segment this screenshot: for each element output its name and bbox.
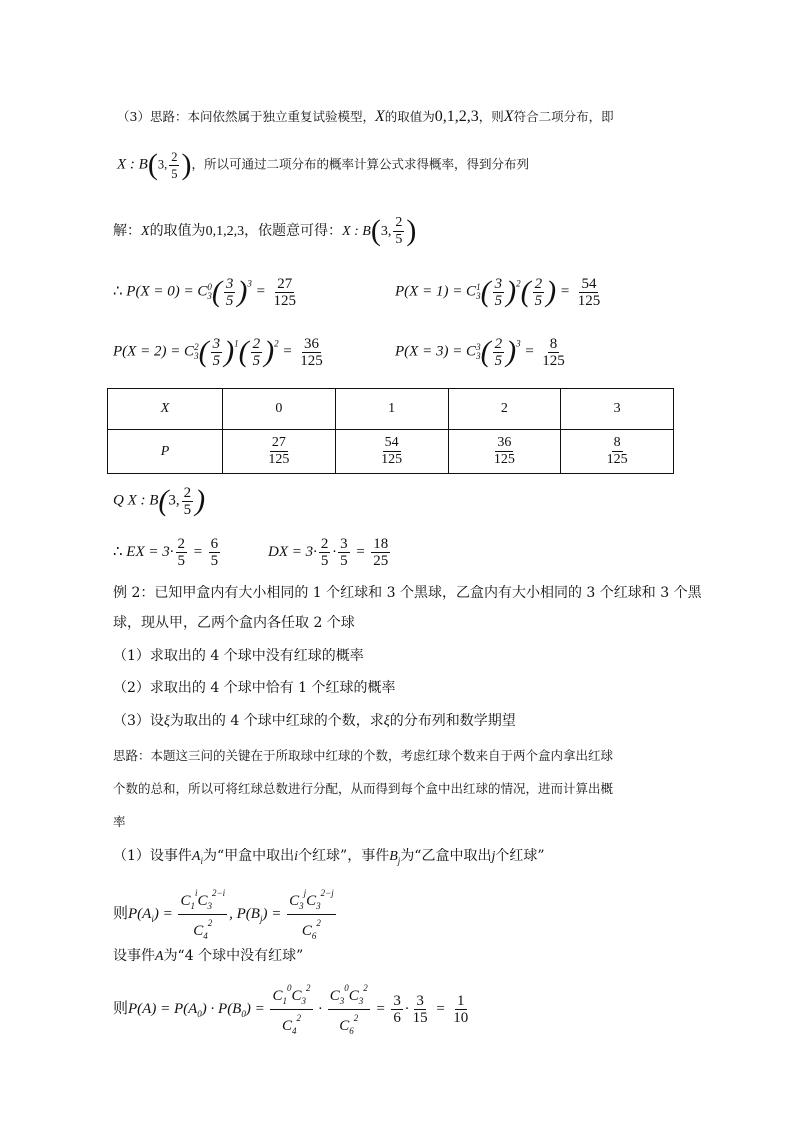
s3-tail2: 符合二项分布，即 <box>513 109 614 124</box>
table-cell: X <box>108 389 223 430</box>
events-line: （1）设事件$A_i$为“甲盒中取出i个红球”，事件$B_j$为“乙盒中取出j个红球” <box>113 848 545 866</box>
think-line1: 思路：本题这三问的关键在于所取球中红球的个数，考虑红球个数来自于两个盒内拿出红球 <box>113 748 614 763</box>
formula-p1: P(X = 1) = C 1 3 ( $\frac{3}{5}$ )$^2$( $\frac{2}{5}$ ) = $\frac{54}{125}$ <box>395 275 601 309</box>
table-header-row <box>108 389 674 430</box>
example2-q2: （2）求取出的 4 个球中恰有 1 个红球的概率 <box>113 680 396 696</box>
table-cell: 1 <box>335 389 448 430</box>
sol-prefix: 解： <box>113 223 141 239</box>
var-x: X <box>503 108 514 125</box>
var-x: X <box>374 108 385 125</box>
formula-pa: 则$P(A) = P(A_0) \cdot P(B_0)$ = $\frac{C_1^0C_3^2}{C_4^2}$ · $\frac{C_3^0C_3^2}{C_6^2}$ = $\frac{3}{6}$ · $\frac{3}{15}$ = $\frac{1}{10}$ <box>113 980 472 1039</box>
think-line2: 个数的总和，所以可将红球总数进行分配，从而得到每个盒中出红球的情况，进而计算出概 <box>113 781 614 796</box>
binom-n: 3, <box>157 157 168 172</box>
table-row <box>108 430 674 474</box>
s3-label: （3）思路：本问依然属于独立重复试验模型， <box>117 109 375 124</box>
formula-dx: DX = 3· $\frac{2}{5}$ · $\frac{3}{5}$ = $\frac{18}{25}$ <box>268 536 389 569</box>
distribution-table <box>107 388 674 474</box>
solution-line: 解：X的取值为0,1,2,3，依题意可得：X : B(3, $\frac{2}{5}$ ) <box>113 214 417 247</box>
table-cell: 0 <box>223 389 336 430</box>
example2-q3: （3）设ξ为取出的 4 个球中红球的个数，求ξ的分布列和数学期望 <box>113 713 516 729</box>
table-cell: $\frac{36}{125}$ <box>448 430 561 474</box>
s3-mid: 的取值为 <box>384 109 435 124</box>
s3-line1 <box>117 107 614 126</box>
formula-p2: P(X = 2) = C 2 3 ( $\frac{3}{5}$ )$^1$( $\frac{2}{5}$ )$^2$ = $\frac{36}{125}$ <box>113 335 323 369</box>
formula-ex: ∴ EX = 3· $\frac{2}{5}$ = $\frac{6}{5}$ <box>113 536 219 569</box>
table-cell: P <box>108 430 223 474</box>
example2-q1: （1）求取出的 4 个球中没有红球的概率 <box>113 648 364 664</box>
formula-p3: P(X = 3) = C 3 3 ( $\frac{2}{5}$ )$^3$ = $\frac{8}{125}$ <box>395 335 565 369</box>
s3-line2-tail: ，所以可通过二项分布的概率计算公式求得概率，得到分布列 <box>191 156 529 172</box>
formula-binom: Q X : B(3, $\frac{2}{5}$ ) <box>113 484 206 518</box>
formula-p0: ∴ P(X = 0) = C 0 3 ( $\frac{3}{5}$ )$^3$ = $\frac{27}{125}$ <box>113 275 296 309</box>
sol-mid: 的取值为 <box>149 223 206 239</box>
formula-events: 则$P(A_i)$ = $\frac{C_1^iC_3^{2-i}}{C_4^2}$ , $P(B_j)$ = $\frac{C_3^jC_3^{2-j}}{C_6^2}$ <box>113 885 338 944</box>
sol-vals: 0,1,2,3 <box>205 224 245 239</box>
table-cell: $\frac{8}{125}$ <box>561 430 674 474</box>
think-line3: 率 <box>113 814 126 829</box>
table-cell: $\frac{54}{125}$ <box>335 430 448 474</box>
example2-line2: 球，现从甲，乙两个盒内各任取 2 个球 <box>113 615 355 631</box>
table-cell: $\frac{27}{125}$ <box>223 430 336 474</box>
s3-tail: ，则 <box>478 109 504 124</box>
set-event-a: 设事件A为“4 个球中没有红球” <box>113 948 304 964</box>
example2-line1: 例 2：已知甲盒内有大小相同的 1 个红球和 3 个黑球，乙盒内有大小相同的 3 个红球和 3 个黑 <box>113 585 702 601</box>
table-cell: 3 <box>561 389 674 430</box>
binom-p: $\frac{2}{5}$ <box>171 149 178 181</box>
table-cell: 2 <box>448 389 561 430</box>
s3-vals: 0,1,2,3 <box>434 108 479 125</box>
s3-line2: X : B(3, $\frac{2}{5}$ )，所以可通过二项分布的概率计算公式求得概率，得到分布列 <box>117 148 529 181</box>
sol-mid2: ，依题意可得： <box>244 223 343 239</box>
